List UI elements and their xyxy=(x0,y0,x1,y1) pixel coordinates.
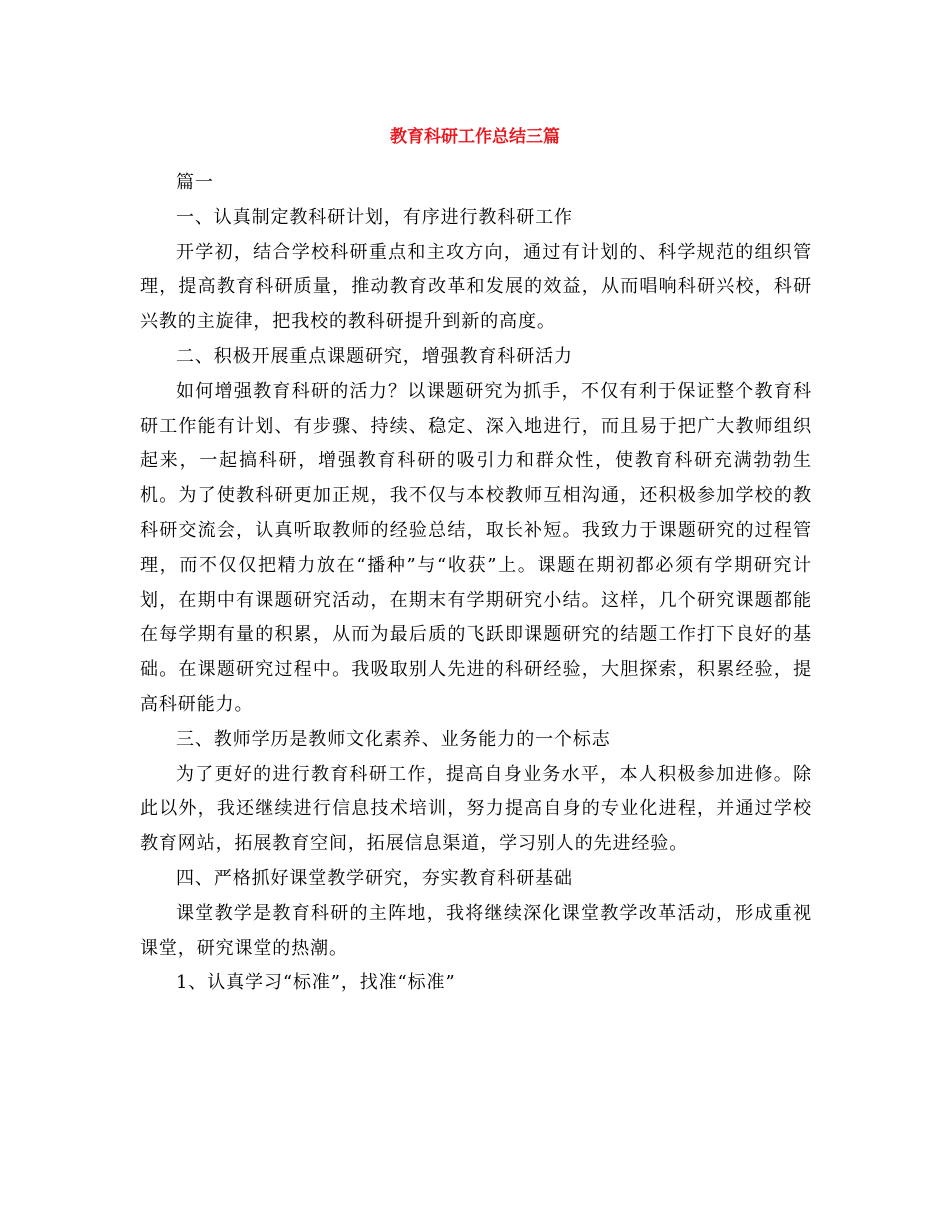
paragraph-3: 为了更好的进行教育科研工作，提高自身业务水平，本人积极参加进修。除此以外，我还继续进行信息技术培训，努力提高自身的专业化进程，并通过学校教育网站，拓展教育空间，拓展信息渠道，学习别人的先进经验。 xyxy=(140,763,812,855)
section-label: 篇一 xyxy=(176,172,214,193)
heading-1: 一、认真制定教科研计划，有序进行教科研工作 xyxy=(176,206,573,228)
paragraph-2: 如何增强教育科研的活力？以课题研究为抓手，不仅有利于保证整个教育科研工作能有计划、有步骤、持续、稳定、深入地进行，而且易于把广大教师组织起来，一起搞科研，增强教育科研的吸引力和群众性，使教育科研充满勃勃生机。为了使教科研更加正规，我不仅与本校教师互相沟通，还积极参加学校的教科研交流会，认真听取教师的经验总结，取长补短。我致力于课题研究的过程管理，而不仅仅把精力放在“播种”与“收获”上。课题在期初都必须有学期研究计划，在期中有课题研究活动，在期末有学期研究小结。这样，几个研究课题都能在每学期有量的积累，从而为最后质的飞跃即课题研究的结题工作打下良好的基础。在课题研究过程中。我吸取别人先进的科研经验，大胆探索，积累经验，提高科研能力。 xyxy=(140,380,812,715)
document-title: 教育科研工作总结三篇 xyxy=(390,127,560,147)
paragraph-1: 开学初，结合学校科研重点和主攻方向，通过有计划的、科学规范的组织管理，提高教育科研质量，推动教育改革和发展的效益，从而唱响科研兴校，科研兴教的主旋律，把我校的教科研提升到新的高度。 xyxy=(140,241,812,333)
heading-4: 四、严格抓好课堂教学研究，夯实教育科研基础 xyxy=(176,867,573,889)
heading-2: 二、积极开展重点课题研究，增强教育科研活力 xyxy=(176,345,573,367)
paragraph-4: 课堂教学是教育科研的主阵地，我将继续深化课堂教学改革活动，形成重视课堂，研究课堂的热潮。 xyxy=(140,902,812,959)
heading-3: 三、教师学历是教师文化素养、业务能力的一个标志 xyxy=(176,728,611,750)
document-body xyxy=(140,166,812,1001)
subheading-1: 1、认真学习“标准”，找准“标准” xyxy=(176,972,456,994)
